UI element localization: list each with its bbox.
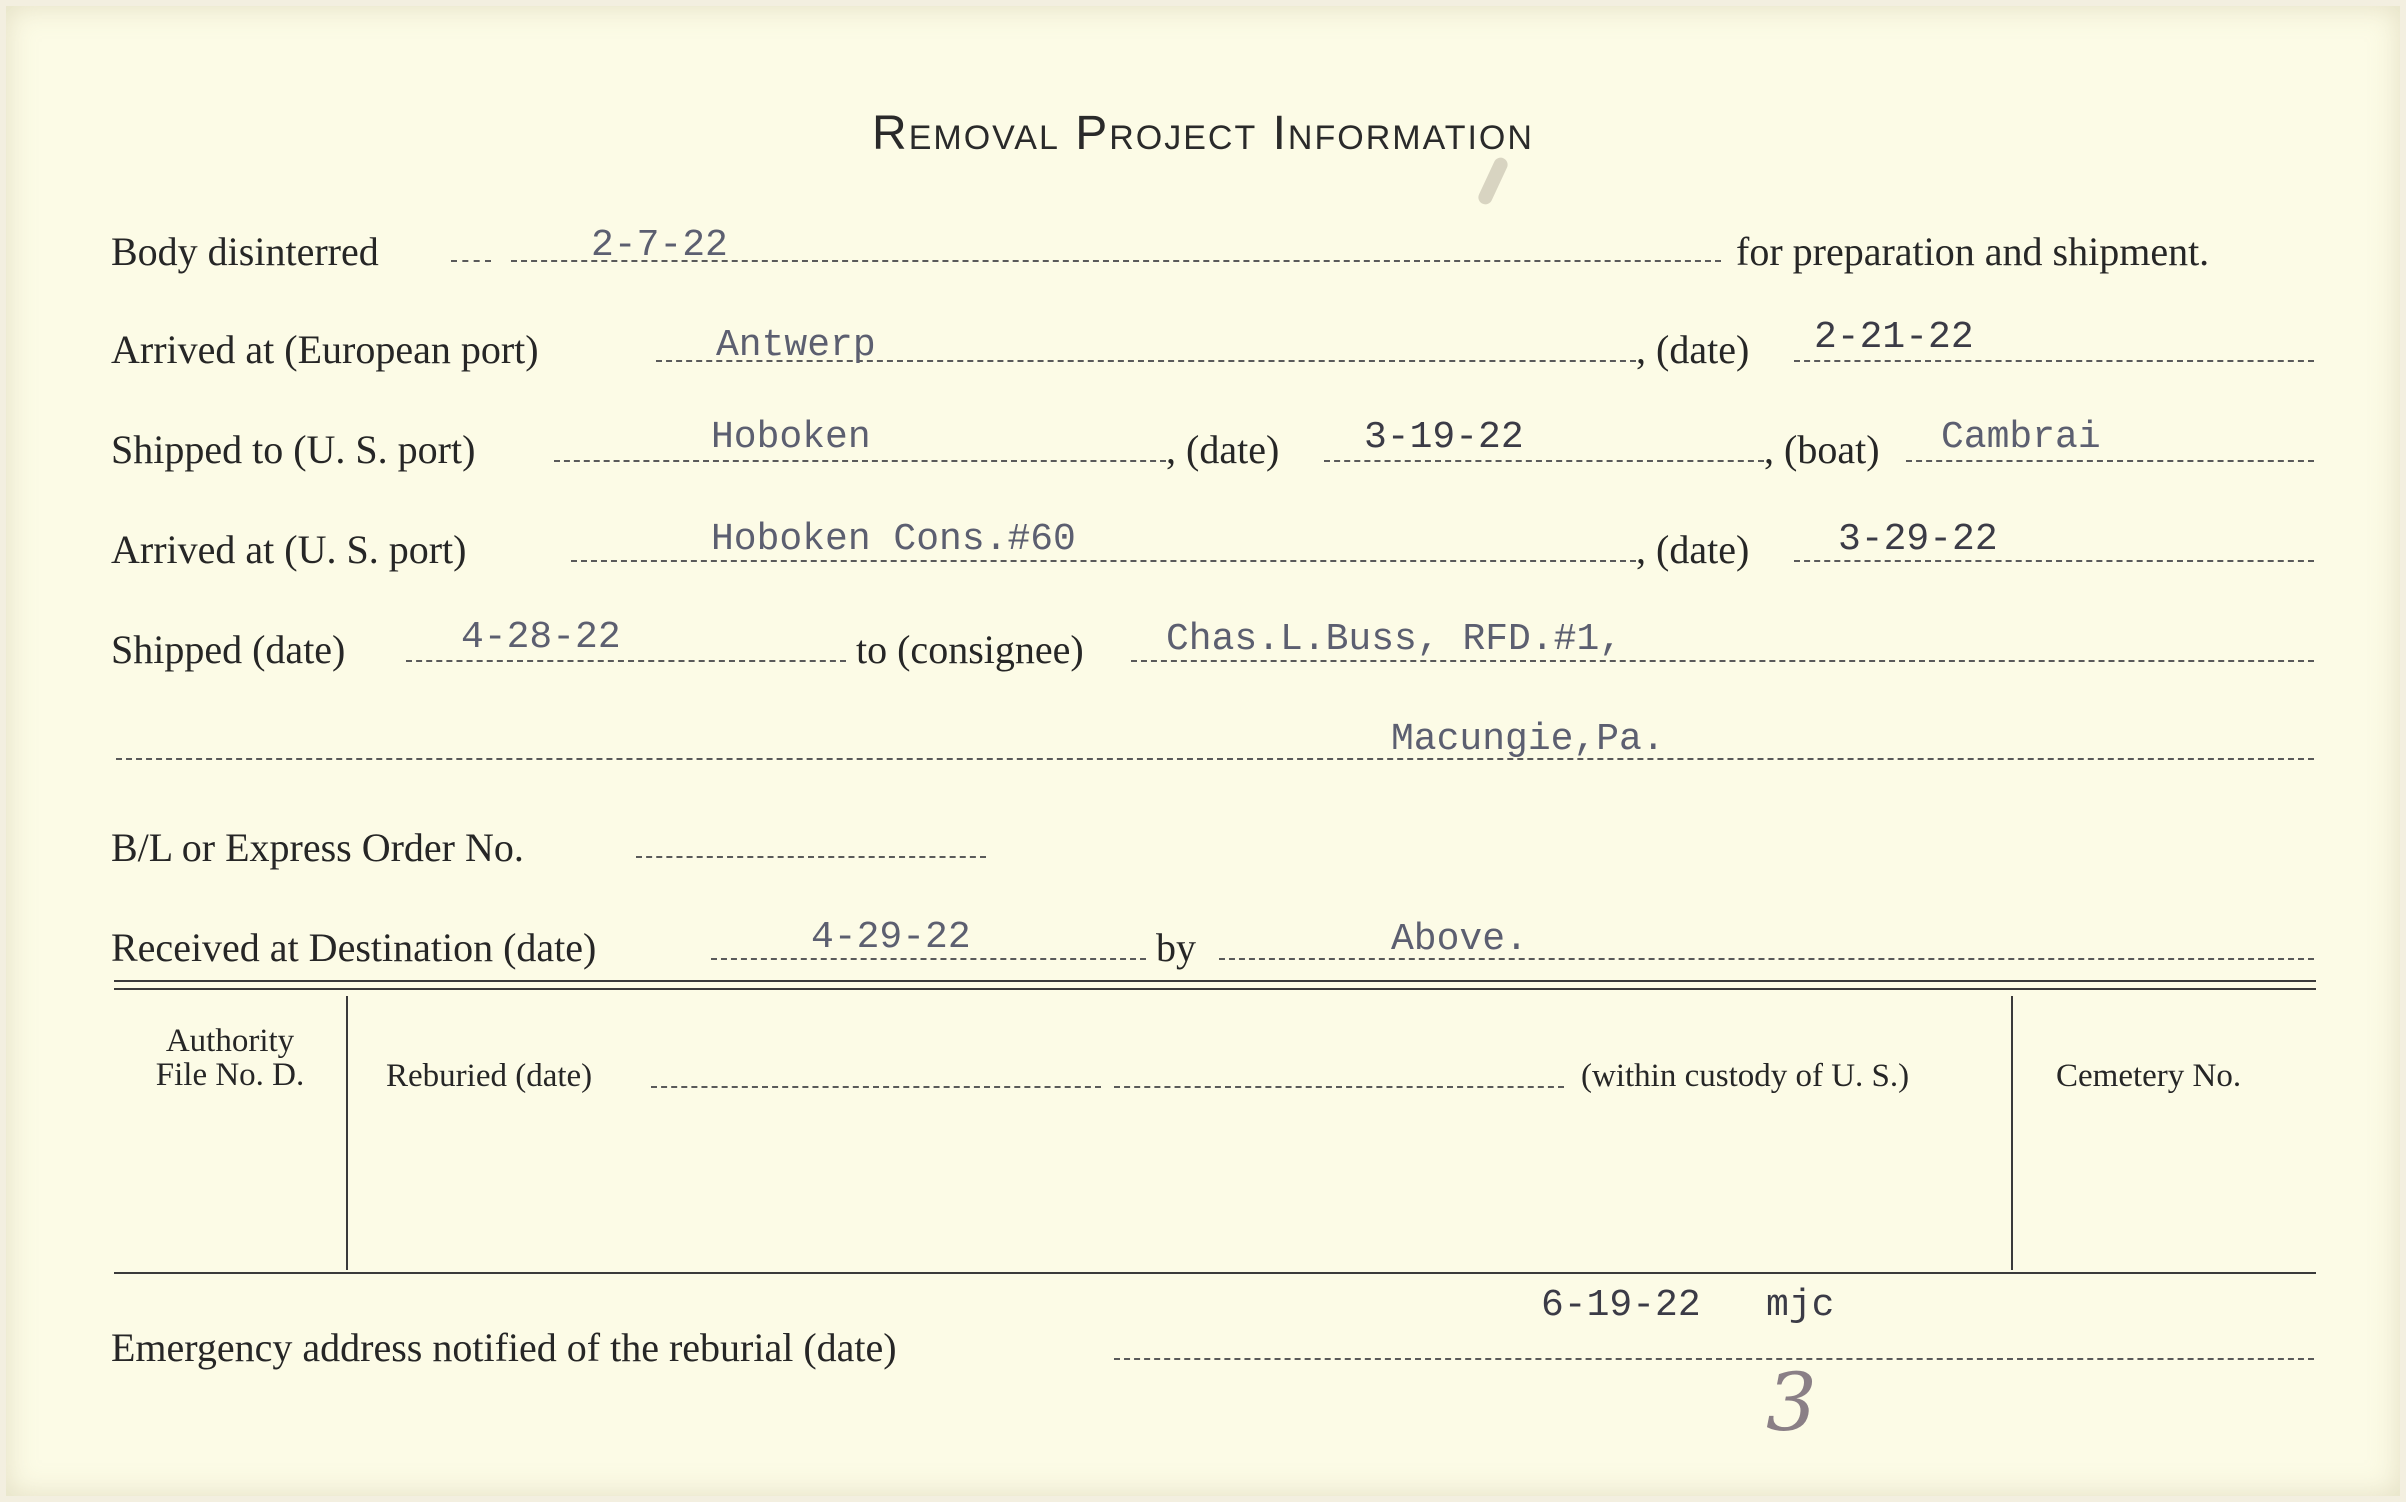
- europe-date-line: [1794, 360, 2314, 362]
- bl-label: B/L or Express Order No.: [111, 825, 524, 870]
- consignee-value: Chas.L.Buss, RFD.#1,: [1166, 618, 1623, 661]
- custody-label: (within custody of U. S.): [1581, 1058, 1910, 1094]
- shipped-date-line: [406, 660, 846, 662]
- form-title: Removal Project Information: [872, 107, 1534, 160]
- authority-line2: File No. D.: [155, 1057, 305, 1093]
- box-top-rule-2: [114, 988, 2316, 990]
- authority-line1: Authority: [165, 1023, 295, 1059]
- pencil-mark: 3: [1766, 1356, 1817, 1449]
- box-divider-left: [346, 996, 348, 1270]
- reburied-line-1: [651, 1086, 1101, 1088]
- bl-line: [636, 856, 986, 858]
- arrived-europe-label: Arrived at (European port): [111, 327, 539, 372]
- removal-card: [6, 6, 2400, 1496]
- consignee-address-line: [116, 758, 2314, 760]
- by-line: [1219, 958, 2314, 960]
- arrived-us-date-value: 3-29-22: [1838, 518, 1998, 561]
- received-label: Received at Destination (date): [111, 925, 597, 970]
- received-date-value: 4-29-22: [811, 916, 971, 959]
- arrived-us-date-label: , (date): [1636, 527, 1750, 572]
- cemetery-label: Cemetery No.: [2056, 1058, 2242, 1094]
- shipped-date-value: 4-28-22: [461, 616, 621, 659]
- europe-date-label: , (date): [1636, 327, 1750, 372]
- box-bottom-rule: [114, 1272, 2316, 1274]
- emergency-label: Emergency address notified of the reburial (date): [111, 1325, 897, 1370]
- us-date-label: , (date): [1166, 427, 1280, 472]
- dash-line: [451, 260, 491, 262]
- boat-line: [1906, 460, 2314, 462]
- emergency-line: [1114, 1358, 2314, 1360]
- arrived-us-label: Arrived at (U. S. port): [111, 527, 467, 572]
- shipped-label: Shipped (date): [111, 627, 346, 672]
- by-value: Above.: [1391, 918, 1528, 961]
- disinterred-label: Body disinterred: [111, 229, 379, 274]
- us-port-value: Hoboken: [711, 416, 871, 459]
- europe-date-value: 2-21-22: [1814, 316, 1974, 359]
- arrived-us-value: Hoboken Cons.#60: [711, 518, 1076, 561]
- europe-port-value: Antwerp: [716, 324, 876, 367]
- box-top-rule: [114, 980, 2316, 982]
- emergency-initials: mjc: [1766, 1284, 1835, 1327]
- by-label: by: [1156, 925, 1196, 970]
- authority-label: [114, 1024, 346, 1092]
- us-port-line: [554, 460, 1166, 462]
- box-divider-right: [2011, 996, 2013, 1270]
- disinterred-suffix: for preparation and shipment.: [1736, 229, 2210, 274]
- consignee-label: to (consignee): [856, 627, 1084, 672]
- reburied-line-2: [1114, 1086, 1564, 1088]
- reburied-label: Reburied (date): [386, 1058, 593, 1094]
- boat-value: Cambrai: [1941, 416, 2101, 459]
- us-date-value: 3-19-22: [1364, 416, 1524, 459]
- consignee-address-value: Macungie,Pa.: [1391, 718, 1665, 761]
- us-date-line: [1324, 460, 1764, 462]
- shipped-us-label: Shipped to (U. S. port): [111, 427, 476, 472]
- disinterred-date: 2-7-22: [591, 224, 728, 267]
- emergency-date-value: 6-19-22: [1541, 1284, 1701, 1327]
- boat-label: , (boat): [1764, 427, 1880, 472]
- ink-smudge: [1476, 155, 1510, 206]
